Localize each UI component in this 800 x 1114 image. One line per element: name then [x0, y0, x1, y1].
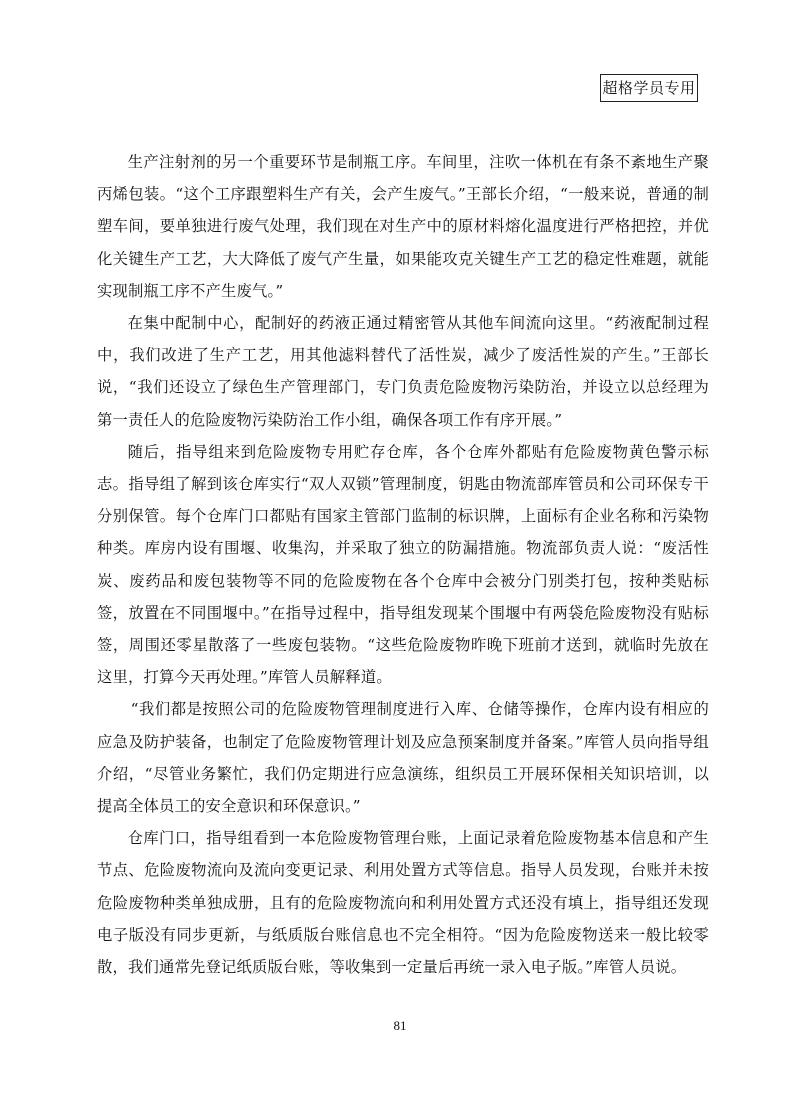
- header-tag: 超格学员专用: [600, 74, 698, 102]
- body-text: [97, 146, 709, 983]
- paragraph: 在集中配制中心，配制好的药液正通过精密管从其他车间流向这里。“药液配制过程中，我们改进了生产工艺，用其他滤料替代了活性炭，减少了废活性炭的产生。”王部长说，“我们还设立了绿色生产管理部门，专门负责危险废物污染防治，并设立以总经理为第一责任人的危险废物污染防治工作小组，确保各项工作有序开展。”: [97, 314, 709, 429]
- page-number: 81: [393, 1018, 407, 1033]
- paragraph: 随后，指导组来到危险废物专用贮存仓库，各个仓库外都贴有危险废物黄色警示标志。指导组了解到该仓库实行“双人双锁”管理制度，钥匙由物流部库管员和公司环保专干分别保管。每个仓库门口都贴有国家主管部门监制的标识牌，上面标有企业名称和污染物种类。库房内设有围堰、收集沟，并采取了独立的防漏措施。物流部负责人说：“废活性炭、废药品和废包装物等不同的危险废物在各个仓库中会被分门别类打包，按种类贴标签，放置在不同围堰中。”在指导过程中，指导组发现某个围堰中有两袋危险废物没有贴标签，周围还零星散落了一些废包装物。“这些危险废物昨晚下班前才送到，就临时先放在这里，打算今天再处理。”库管人员解释道。: [97, 442, 709, 687]
- paragraph: “我们都是按照公司的危险废物管理制度进行入库、仓储等操作，仓库内设有相应的应急及防护装备，也制定了危险废物管理计划及应急预案制度并备案。”库管人员向指导组介绍，“尽管业务繁忙，我们仍定期进行应急演练，组织员工开展环保相关知识培训，以提高全体员工的安全意识和环保意识。”: [97, 700, 709, 816]
- paragraph: 仓库门口，指导组看到一本危险废物管理台账，上面记录着危险废物基本信息和产生节点、危险废物流向及流向变更记录、利用处置方式等信息。指导人员发现，台账并未按危险废物种类单独成册，且有的危险废物流向和利用处置方式还没有填上，指导组还发现电子版没有同步更新，与纸质版台账信息也不完全相符。“因为危险废物送来一般比较零散，我们通常先登记纸质版台账，等收集到一定量后再统一录入电子版。”库管人员说。: [97, 829, 709, 977]
- paragraph: 生产注射剂的另一个重要环节是制瓶工序。车间里，注吹一体机在有条不紊地生产聚丙烯包装。“这个工序跟塑料生产有关，会产生废气。”王部长介绍，“一般来说，普通的制塑车间，要单独进行废气处理，我们现在对生产中的原材料熔化温度进行严格把控，并优化关键生产工艺，大大降低了废气产生量，如果能攻克关键生产工艺的稳定性难题，就能实现制瓶工序不产生废气。”: [97, 153, 709, 300]
